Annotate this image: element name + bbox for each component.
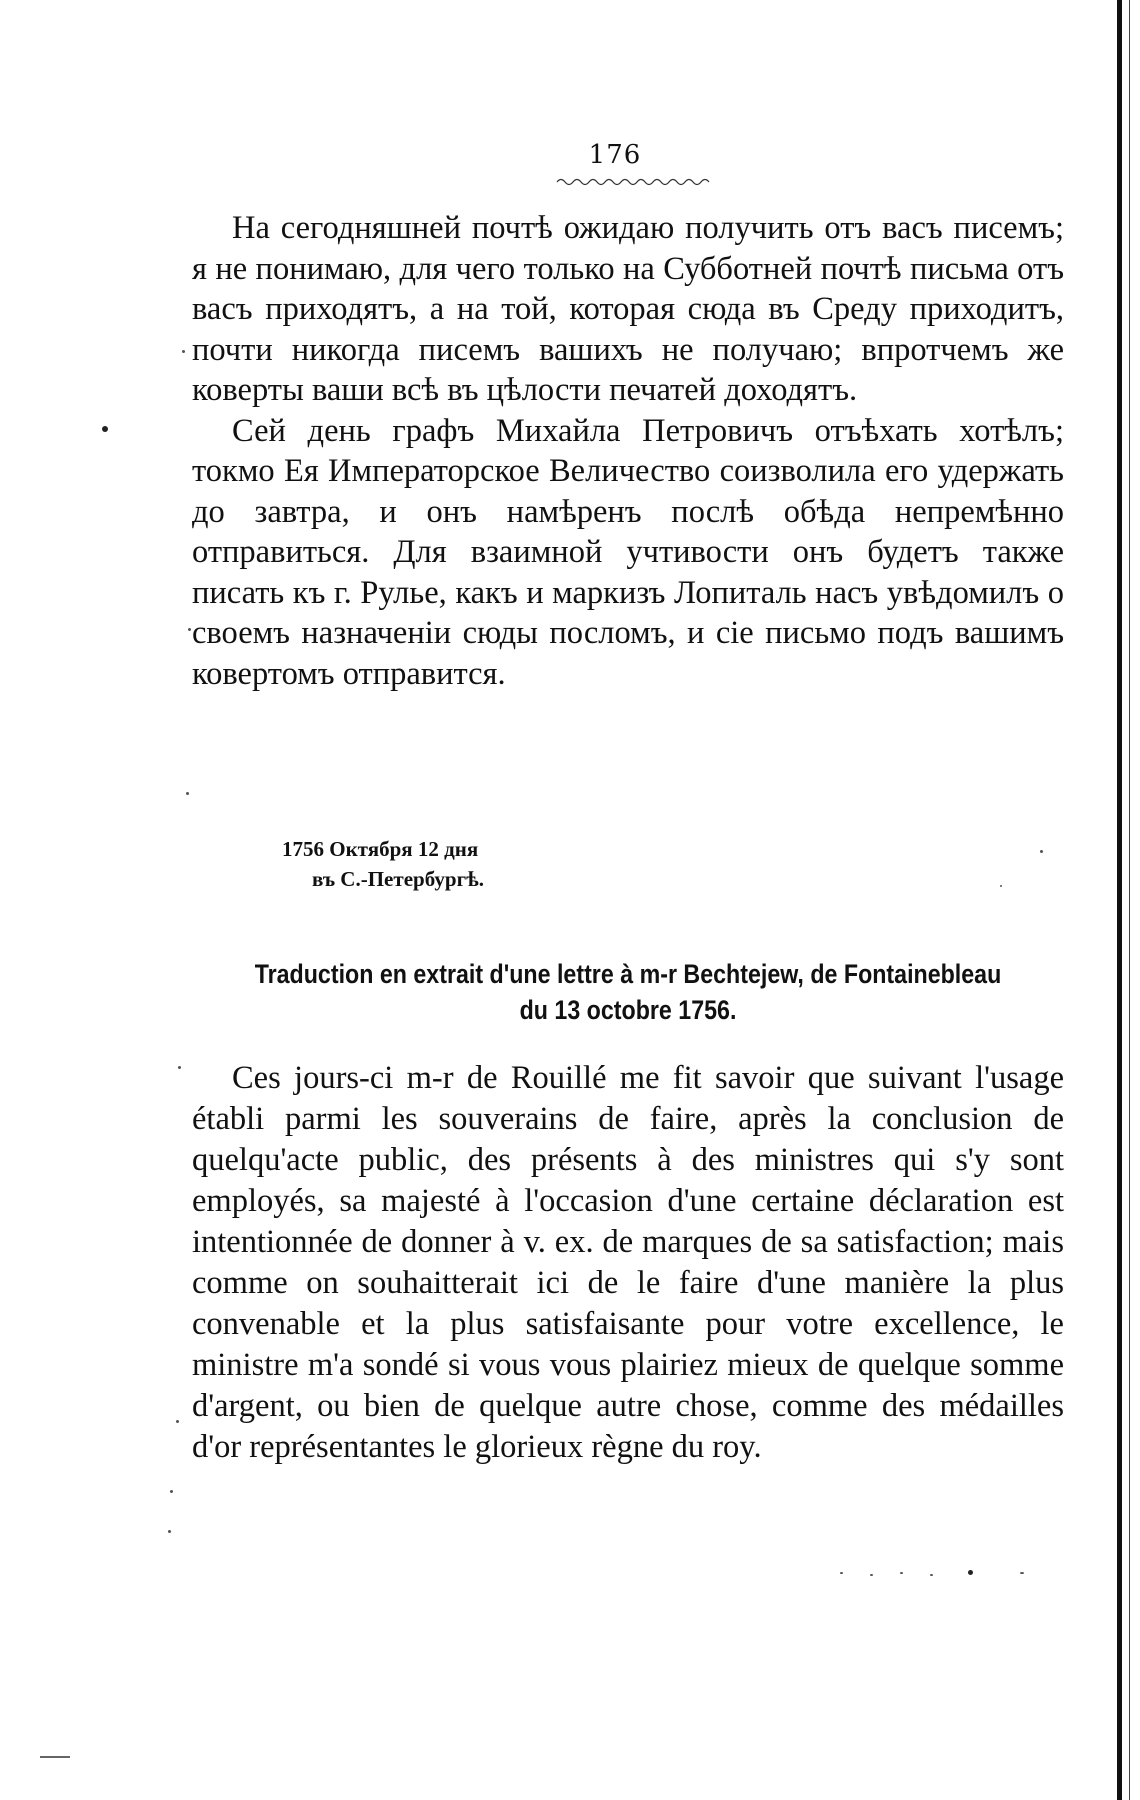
scan-speck xyxy=(186,792,189,795)
scan-speck xyxy=(1020,1572,1024,1574)
scan-speck xyxy=(188,628,191,631)
scan-speck xyxy=(1000,885,1002,887)
scan-speck xyxy=(168,1530,171,1533)
scan-speck xyxy=(102,426,108,432)
french-paragraph-1: Ces jours-ci m-r de Rouillé me fit savoir que suivant l'usage établi parmi les souverains de faire, après la conclusion de quelqu'acte public, des présents à des ministres qui s'y sont employés, sa majesté à l'occasion d'une certaine déclaration est intentionnée de donner à v. ex. de marques de sa satisfaction; mais comme on souhaitterait ici de le faire d'une manière la plus convenable et la plus satisfaisante pour votre excellence, le ministre m'a sondé si vous vous plairiez mieux de quelque somme d'argent, ou bien de quelque autre chose, comme des médailles d'or représentantes le glorieux règne du roy. xyxy=(192,1060,1064,1465)
scan-speck xyxy=(900,1572,903,1574)
scan-speck xyxy=(930,1574,933,1576)
dateline-place: въ С.-Петербургѣ. xyxy=(312,867,484,891)
russian-paragraph-1: На сегодняшней почтѣ ожидаю получить отъ васъ писемъ; я не понимаю, для чего только на Субботней почтѣ письма отъ васъ приходятъ, а на той, которая сюда въ Среду приходитъ, почти никогда писемъ вашихъ не получаю; впротчемъ же коверты ваши всѣ въ цѣлости печатей доходятъ. xyxy=(192,210,1064,408)
scan-speck xyxy=(968,1570,973,1575)
scan-speck xyxy=(870,1574,873,1576)
scan-speck xyxy=(40,1756,70,1758)
scan-speck xyxy=(182,350,185,353)
scan-speck xyxy=(178,1066,181,1069)
page-number: 176 xyxy=(588,140,642,170)
page-edge-line xyxy=(1117,0,1122,1800)
french-letter-text xyxy=(192,1058,1064,1468)
page-edge-thin-line xyxy=(1129,0,1130,1800)
scan-speck xyxy=(840,1572,843,1574)
french-section-heading: Traduction en extrait d'une lettre à m-r Bechtejew, de Fontainebleau du 13 octobre 1756. xyxy=(254,959,1002,1025)
dateline xyxy=(282,834,484,894)
scan-speck xyxy=(176,1420,179,1423)
russian-letter-text xyxy=(192,208,1064,694)
scan-speck xyxy=(170,1490,173,1493)
russian-paragraph-2: Сей день графъ Михайла Петровичъ отъѣхать хотѣлъ; токмо Ея Императорское Величество соизволила его удержать до завтра, и онъ намѣренъ послѣ обѣда непремѣнно отправиться. Для взаимной учтивости онъ будетъ также писать къ г. Рулье, какъ и маркизъ Лопиталь насъ увѣдомилъ о своемъ назначенiи сюды посломъ, и сiе письмо подъ вашимъ ковертомъ отправится. xyxy=(192,412,1064,692)
scan-speck xyxy=(1040,850,1043,853)
wavy-ornament xyxy=(555,176,715,188)
dateline-date: 1756 Октября 12 дня xyxy=(282,837,479,861)
